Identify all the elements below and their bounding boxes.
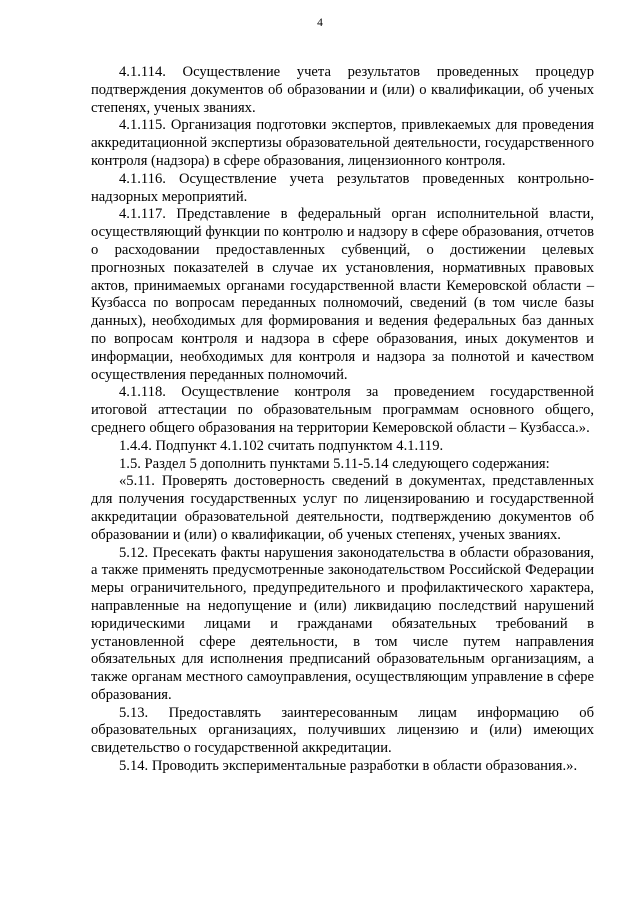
paragraph-4-1-114: 4.1.114. Осуществление учета результатов проведенных процедур подтверждения документов об образовании и (или) о квалификации, об ученых степенях, ученых званиях. (91, 64, 594, 116)
paragraph-4-1-115: 4.1.115. Организация подготовки экспертов, привлекаемых для проведения аккредитационной экспертизы образовательной деятельности, государственного контроля (надзора) в сфере образования, лицензионного контроля. (91, 117, 594, 169)
page-number: 4 (317, 17, 323, 29)
paragraph-5-14: 5.14. Проводить экспериментальные разработки в области образования.». (119, 758, 578, 775)
paragraph-4-1-117: 4.1.117. Представление в федеральный орган исполнительной власти, осуществляющий функции по контролю и надзору в сфере образования, отчетов о расходовании предоставленных субвенций, о достижении целевых прогнозных показателей в случае их установления, нормативных правовых актов, принимаемых органами государственной власти Кемеровской области – Кузбасса по вопросам переданных полномочий, сведений (в том числе базы данных), необходимых для формирования и ведения федеральных баз данных по вопросам контроля и надзора в сфере образования, иных документов и информации, необходимых для контроля и надзора за полнотой и качеством осуществления переданных полномочий. (91, 206, 594, 383)
paragraph-1-4-4: 1.4.4. Подпункт 4.1.102 считать подпунктом 4.1.119. (119, 437, 444, 454)
paragraph-5-12: 5.12. Пресекать факты нарушения законодательства в области образования, а также применять предусмотренные законодательством Российской Федерации меры ограничительного, предупредительного и профилактического характера, направленные на недопущение и (или) ликвидацию последствий нарушений юридическими лицами и гражданами обязательных требований в установленной сфере деятельности, в том числе путем направления обязательных для исполнения предписаний образовательным организациям, а также органам местного самоуправления, осуществляющим управление в сфере образования. (91, 544, 594, 703)
paragraph-4-1-118: 4.1.118. Осуществление контроля за проведением государственной итоговой аттестации по образовательным программам основного общего, среднего общего образования на территории Кемеровской области – Кузбасса.». (91, 384, 594, 436)
paragraph-5-13: 5.13. Предоставлять заинтересованным лицам информацию об образовательных организациях, получивших лицензию и (или) имеющих свидетельство о государственной аккредитации. (91, 704, 594, 757)
paragraph-4-1-116: 4.1.116. Осуществление учета результатов проведенных контрольно-надзорных мероприятий. (91, 170, 594, 205)
paragraph-5-11: «5.11. Проверять достоверность сведений в документах, представленных для получения государственных услуг по лицензированию и государственной аккредитации образовательной деятельности, подтверждению документов об образовании и (или) о квалификации, об ученых степенях, ученых званиях. (91, 473, 594, 543)
document-body (91, 64, 594, 776)
paragraph-1-5: 1.5. Раздел 5 дополнить пунктами 5.11-5.14 следующего содержания: (119, 455, 550, 472)
